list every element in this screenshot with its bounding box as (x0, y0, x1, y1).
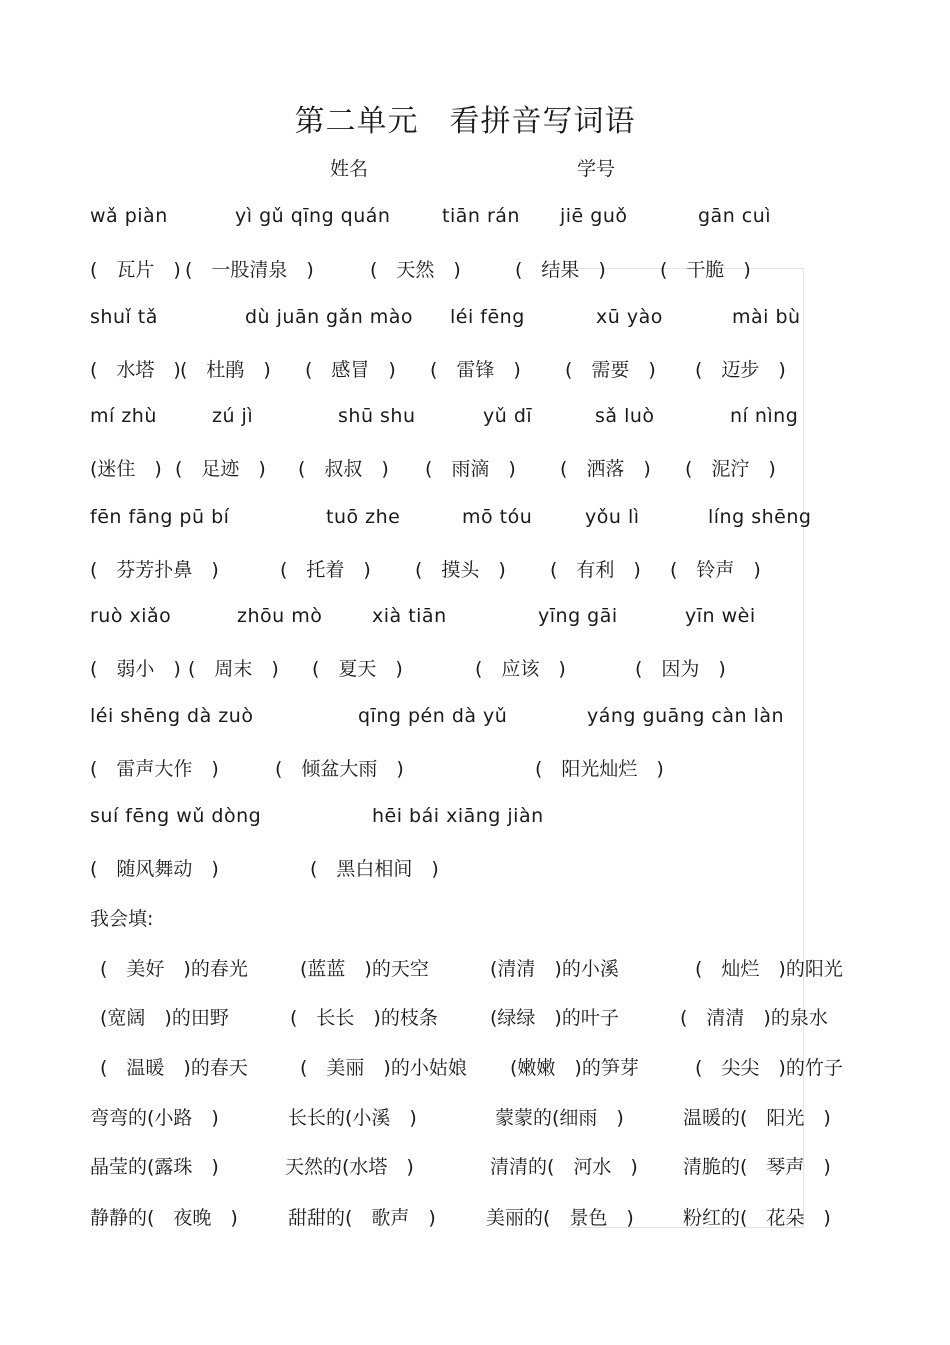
answer-row (90, 255, 751, 285)
answer-cell: ( 黑白相间 ) (310, 858, 439, 880)
answer-cell: ( 叔叔 ) (298, 458, 389, 480)
answer-row (90, 754, 664, 784)
pinyin-row (90, 506, 812, 536)
pinyin: mài bù (732, 306, 801, 328)
pinyin-row (90, 805, 544, 835)
answer-cell: ( 有利 ) (550, 559, 641, 581)
answer-cell: ( 随风舞动 ) (90, 858, 219, 880)
answer-cell: ( 结果 ) (515, 259, 606, 281)
answer-cell: ( 倾盆大雨 ) (275, 758, 404, 780)
fill-item: 晶莹的(露珠 ) (90, 1156, 219, 1178)
fill-item: ( 长长 )的枝条 (290, 1007, 438, 1029)
pinyin: shuǐ tǎ (90, 306, 158, 328)
pinyin: gǎn mào (326, 306, 414, 328)
pinyin: wǎ piàn (90, 205, 168, 227)
fill-item: ( 尖尖 )的竹子 (695, 1057, 843, 1079)
answer-row (90, 654, 726, 684)
answer-cell: ( 因为 ) (635, 658, 726, 680)
answer-row (90, 355, 786, 385)
fill-item: (宽阔 )的田野 (100, 1007, 229, 1029)
pinyin: mō tóu (462, 506, 533, 528)
pinyin: hēi bái xiāng jiàn (372, 805, 544, 827)
pinyin: léi fēng (450, 306, 525, 328)
fill-item: ( 美好 )的春光 (100, 958, 248, 980)
pinyin: yáng guāng càn làn (587, 705, 785, 727)
answer-row (90, 454, 776, 484)
name-label: 姓名 (330, 158, 369, 180)
fill-item: (蓝蓝 )的天空 (300, 958, 429, 980)
fill-item: (清清 )的小溪 (490, 958, 619, 980)
answer-cell: ( 瓦片 ) (90, 259, 181, 281)
answer-cell: ( 应该 ) (475, 658, 566, 680)
fill-item: 弯弯的(小路 ) (90, 1107, 219, 1129)
answer-cell: ( 迈步 ) (695, 359, 786, 381)
pinyin-row (90, 705, 785, 735)
answer-cell: ( 托着 ) (280, 559, 371, 581)
pinyin: qīng pén dà yǔ (358, 705, 508, 727)
fill-item: 温暖的( 阳光 ) (683, 1107, 831, 1129)
fill-item: (绿绿 )的叶子 (490, 1007, 619, 1029)
fill-row (90, 1152, 831, 1182)
answer-cell: ( 雷锋 ) (430, 359, 521, 381)
fill-item: ( 美丽 )的小姑娘 (300, 1057, 467, 1079)
pinyin: tiān rán (442, 205, 520, 227)
answer-cell: ( 需要 ) (565, 359, 656, 381)
answer-cell: ( 雨滴 ) (425, 458, 516, 480)
pinyin: líng shēng (708, 506, 812, 528)
fill-row (90, 954, 843, 984)
page-title: 第二单元 看拼音写词语 (294, 104, 636, 139)
pinyin-row (90, 605, 756, 635)
pinyin: zú jì (212, 405, 254, 427)
pinyin-row (90, 306, 801, 336)
fill-item: ( 温暖 )的春天 (100, 1057, 248, 1079)
pinyin: jiē guǒ (560, 205, 628, 227)
pinyin: gān cuì (698, 205, 772, 227)
answer-cell: ( 芬芳扑鼻 ) (90, 559, 219, 581)
pinyin-row (90, 405, 799, 435)
fill-item: 粉红的( 花朵 ) (683, 1207, 831, 1229)
answer-row (90, 555, 761, 585)
student-number-label: 学号 (577, 158, 616, 180)
pinyin: ruò xiǎo (90, 605, 172, 627)
fill-item: (嫩嫩 )的笋芽 (510, 1057, 639, 1079)
answer-cell: ( 雷声大作 ) (90, 758, 219, 780)
answer-cell: ( 天然 ) (370, 259, 461, 281)
fill-row (90, 1053, 843, 1083)
pinyin: dù juān (245, 306, 320, 328)
fill-item: 清清的( 河水 ) (490, 1156, 638, 1178)
fill-item: 甜甜的( 歌声 ) (288, 1207, 436, 1229)
answer-cell: ( 一股清泉 ) (185, 259, 314, 281)
pinyin: ní nìng (730, 405, 799, 427)
pinyin: zhōu mò (237, 605, 323, 627)
answer-cell: ( 阳光灿烂 ) (535, 758, 664, 780)
fill-item: ( 灿烂 )的阳光 (695, 958, 843, 980)
answer-cell: ( 夏天 ) (312, 658, 403, 680)
answer-cell: ( 水塔 ) (90, 359, 181, 381)
fill-row (90, 1003, 828, 1033)
pinyin: xià tiān (372, 605, 447, 627)
pinyin: mí zhù (90, 405, 157, 427)
answer-cell: (迷住 ) (90, 458, 162, 480)
fill-item: ( 清清 )的泉水 (680, 1007, 828, 1029)
fill-row (90, 1203, 831, 1233)
answer-cell: ( 干脆 ) (660, 259, 751, 281)
answer-cell: ( 摸头 ) (415, 559, 506, 581)
answer-cell: ( 足迹 ) (175, 458, 266, 480)
pinyin: fēn fāng pū bí (90, 506, 230, 528)
answer-cell: ( 杜鹃 ) (180, 359, 271, 381)
pinyin: suí fēng wǔ dòng (90, 805, 262, 827)
answer-cell: ( 弱小 ) (90, 658, 181, 680)
pinyin: yǔ dī (483, 405, 533, 427)
pinyin-row (90, 205, 772, 235)
pinyin: yì gǔ qīng quán (235, 205, 391, 227)
fill-item: 长长的(小溪 ) (288, 1107, 417, 1129)
pinyin: xū yào (596, 306, 663, 328)
fill-section-label: 我会填: (90, 908, 154, 930)
fill-row (90, 1103, 831, 1133)
answer-cell: ( 泥泞 ) (685, 458, 776, 480)
fill-item: 蒙蒙的(细雨 ) (495, 1107, 624, 1129)
pinyin: yǒu lì (585, 506, 640, 528)
pinyin: léi shēng dà zuò (90, 705, 254, 727)
pinyin: yīng gāi (538, 605, 618, 627)
pinyin: yīn wèi (685, 605, 756, 627)
fill-item: 静静的( 夜晚 ) (90, 1207, 238, 1229)
answer-cell: ( 周末 ) (188, 658, 279, 680)
fill-item: 美丽的( 景色 ) (486, 1207, 634, 1229)
pinyin: shū shu (338, 405, 416, 427)
pinyin: tuō zhe (326, 506, 401, 528)
answer-cell: ( 洒落 ) (560, 458, 651, 480)
answer-row (90, 854, 439, 884)
fill-item: 清脆的( 琴声 ) (683, 1156, 831, 1178)
fill-item: 天然的(水塔 ) (285, 1156, 414, 1178)
answer-cell: ( 铃声 ) (670, 559, 761, 581)
answer-cell: ( 感冒 ) (305, 359, 396, 381)
pinyin: sǎ luò (595, 405, 655, 427)
